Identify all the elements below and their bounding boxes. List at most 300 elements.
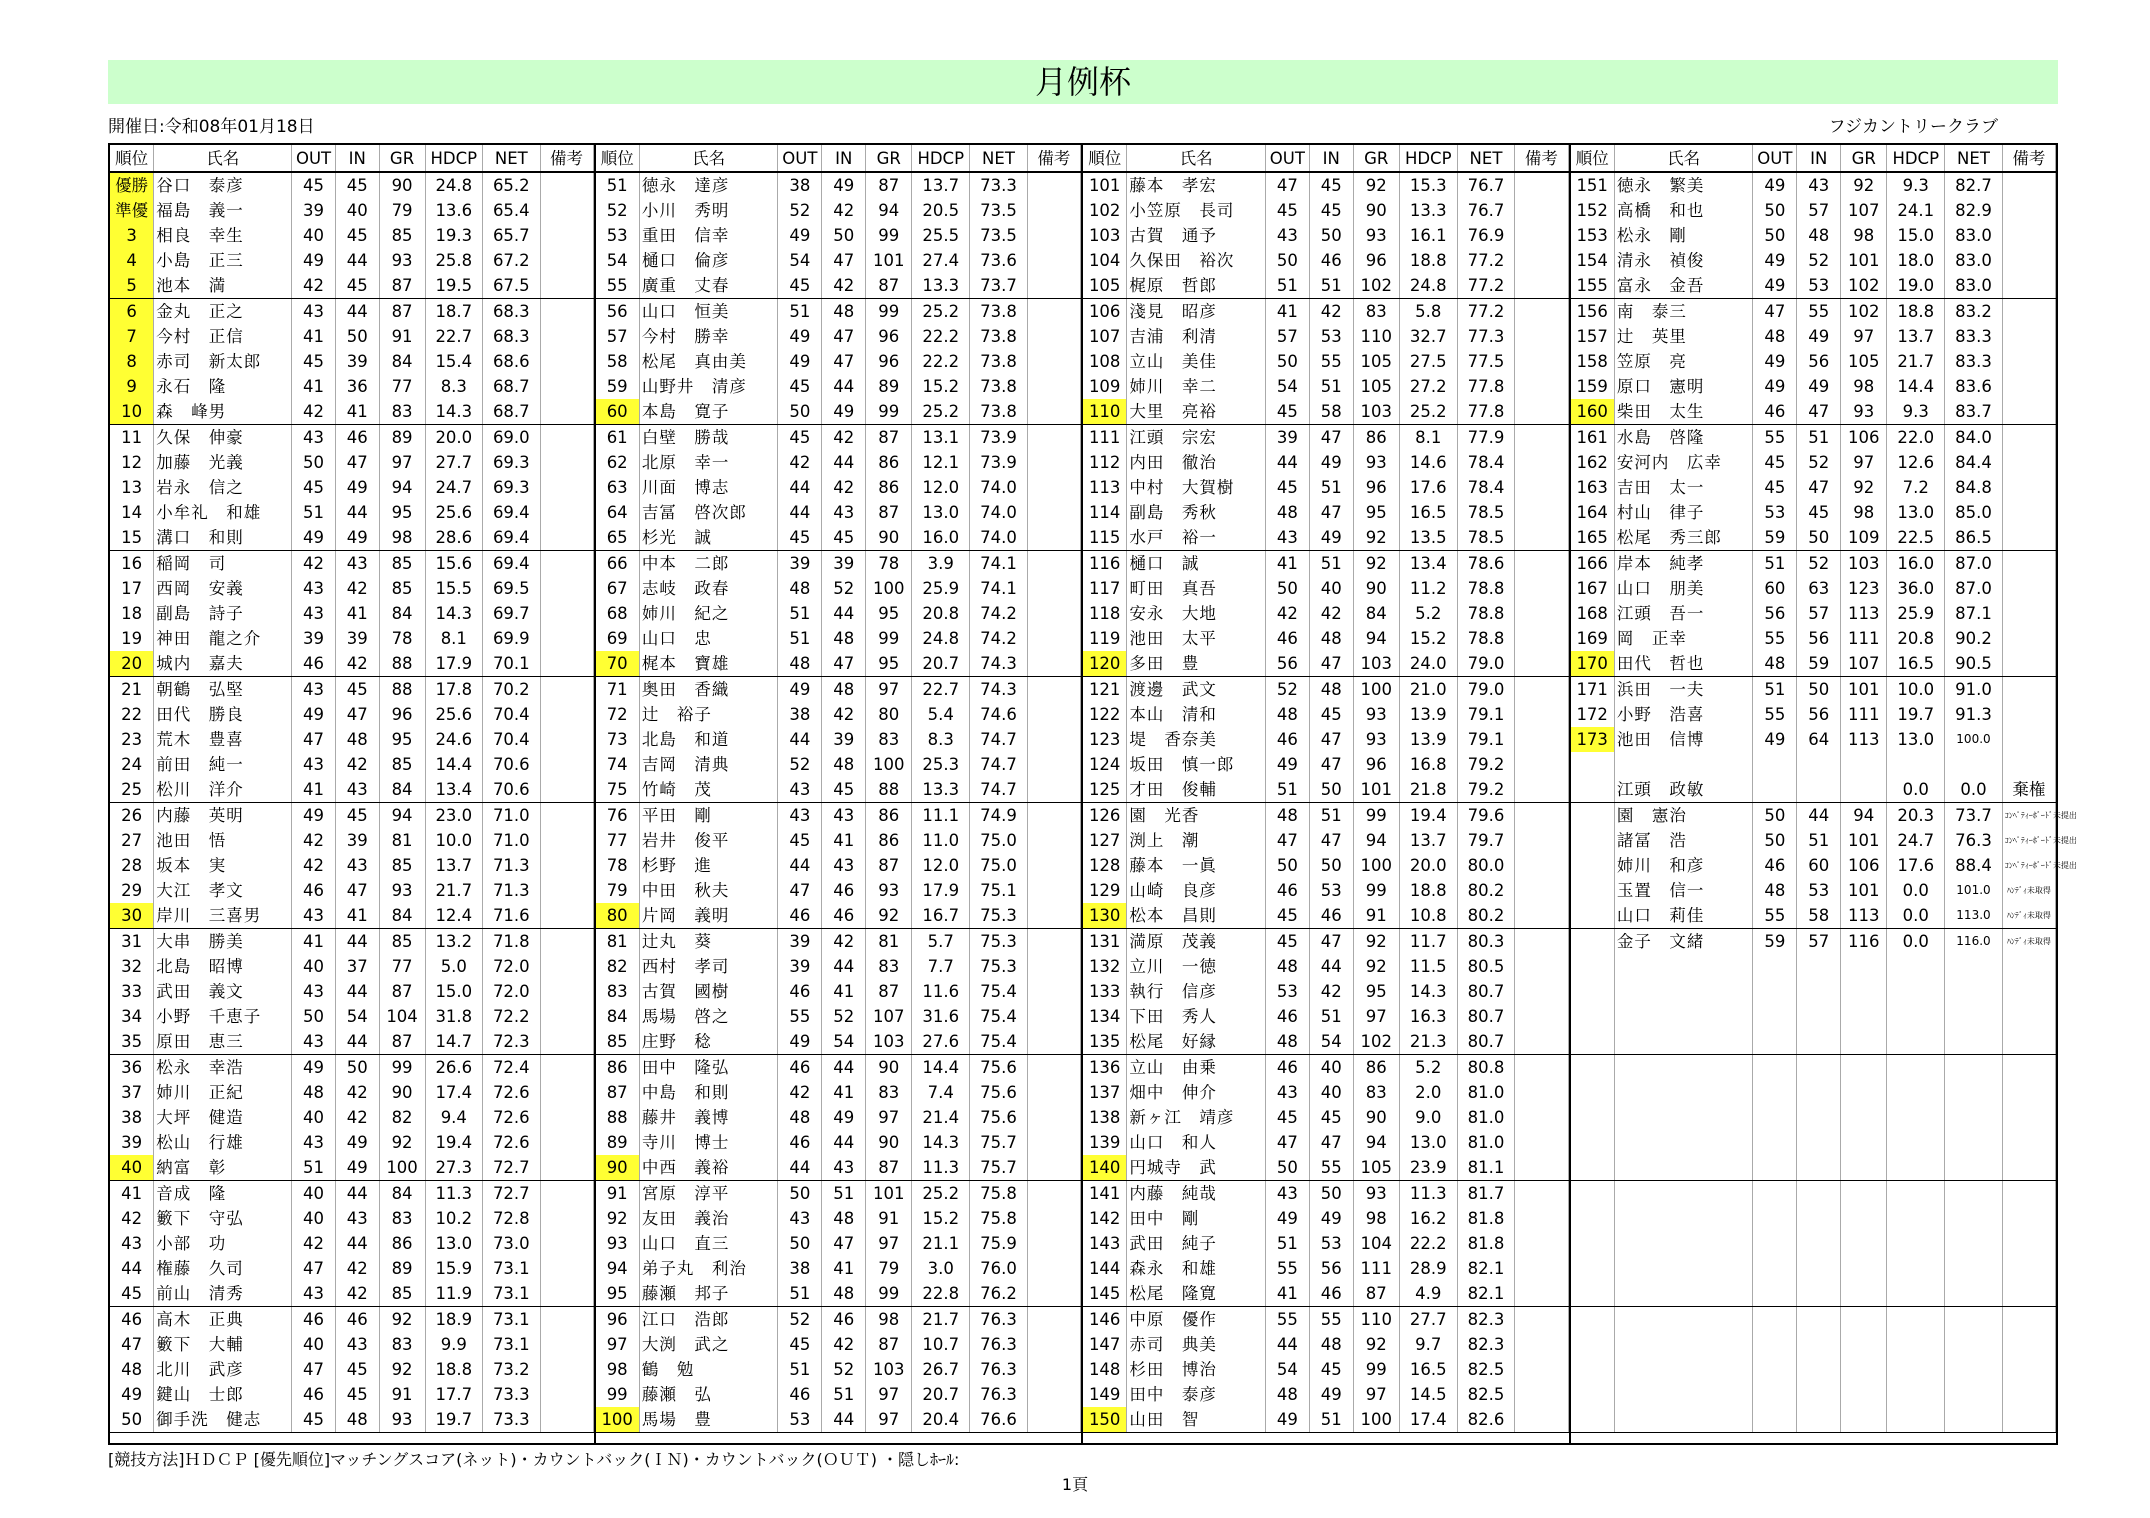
net-cell: 81.8 — [1457, 1231, 1515, 1256]
hdcp-cell: 19.3 — [425, 223, 483, 248]
note-cell — [1027, 1206, 1080, 1231]
table-row — [1083, 677, 1568, 703]
out-cell: 47 — [1753, 299, 1797, 325]
out-cell: 56 — [1265, 651, 1309, 677]
out-cell: 50 — [778, 1231, 822, 1256]
out-cell: 44 — [778, 853, 822, 878]
table-row — [110, 273, 593, 299]
in-cell: 45 — [335, 1357, 379, 1382]
name-cell: 鍵山 士郎 — [154, 1382, 292, 1407]
in-cell: 52 — [1797, 248, 1841, 273]
name-cell: 江口 浩郎 — [639, 1307, 778, 1333]
rank-cell: 39 — [110, 1130, 154, 1155]
rank-cell: 83 — [596, 979, 640, 1004]
rank-cell: 127 — [1083, 828, 1127, 853]
in-cell: 39 — [335, 828, 379, 853]
hdcp-cell: 13.7 — [912, 172, 970, 198]
note-cell — [1027, 273, 1080, 299]
hdcp-cell: 19.5 — [425, 273, 483, 299]
table-row — [110, 626, 593, 651]
table-row — [596, 525, 1081, 551]
net-cell: 74.7 — [970, 727, 1028, 752]
name-cell: 岩永 信之 — [154, 475, 292, 500]
in-cell: 46 — [1309, 903, 1353, 929]
empty-cell — [1753, 954, 1797, 979]
in-cell: 47 — [822, 349, 866, 374]
empty-cell — [1841, 1130, 1887, 1155]
gross-cell: 88 — [866, 777, 912, 803]
out-cell: 49 — [1753, 374, 1797, 399]
rank-cell: 105 — [1083, 273, 1127, 299]
name-cell: 加藤 光義 — [154, 450, 292, 475]
in-cell: 51 — [1309, 803, 1353, 829]
gross-cell: 106 — [1841, 425, 1887, 451]
empty-cell — [1841, 1105, 1887, 1130]
rank-cell — [1571, 929, 1615, 955]
rank-cell: 153 — [1571, 223, 1615, 248]
net-cell: 91.0 — [1945, 677, 2003, 703]
rank-cell: 11 — [110, 425, 154, 451]
net-cell: 70.6 — [483, 752, 541, 777]
hdcp-cell: 19.7 — [1887, 702, 1945, 727]
gross-cell: 87 — [866, 1332, 912, 1357]
hdcp-cell: 7.7 — [912, 954, 970, 979]
gross-cell: 96 — [379, 702, 425, 727]
table-row — [596, 677, 1081, 703]
empty-cell — [1571, 1307, 1615, 1333]
net-cell: 79.2 — [1457, 777, 1515, 803]
empty-cell — [1797, 1231, 1841, 1256]
note-cell — [1515, 777, 1568, 803]
empty-cell — [1945, 954, 2003, 979]
gross-cell: 95 — [1353, 979, 1399, 1004]
out-cell: 49 — [778, 1029, 822, 1055]
in-cell: 47 — [335, 450, 379, 475]
gross-cell: 96 — [1353, 752, 1399, 777]
gross-cell: 102 — [1841, 273, 1887, 299]
in-cell: 57 — [1797, 198, 1841, 223]
hdcp-cell: 14.3 — [912, 1130, 970, 1155]
hdcp-cell: 14.4 — [425, 752, 483, 777]
note-cell — [1515, 1407, 1568, 1433]
gross-cell: 90 — [866, 1130, 912, 1155]
rank-cell: 26 — [110, 803, 154, 829]
gross-cell: 92 — [1353, 172, 1399, 198]
note-cell — [540, 1080, 593, 1105]
gross-cell: 93 — [1353, 223, 1399, 248]
note-cell — [1515, 803, 1568, 829]
in-cell: 42 — [335, 576, 379, 601]
in-cell: 40 — [1309, 1080, 1353, 1105]
note-cell — [2002, 752, 2055, 777]
net-cell: 74.0 — [970, 500, 1028, 525]
gross-cell: 90 — [866, 1055, 912, 1081]
hdcp-cell: 7.4 — [912, 1080, 970, 1105]
name-cell: 森 峰男 — [154, 399, 292, 425]
table-row — [110, 1181, 593, 1207]
out-cell: 44 — [1265, 1332, 1309, 1357]
column-header: OUT — [1265, 145, 1309, 172]
empty-cell — [1614, 1080, 1753, 1105]
in-cell: 43 — [822, 853, 866, 878]
gross-cell: 79 — [379, 198, 425, 223]
hdcp-cell: 16.5 — [1887, 651, 1945, 677]
gross-cell: 86 — [866, 828, 912, 853]
rank-cell: 66 — [596, 551, 640, 577]
note-cell — [1027, 601, 1080, 626]
hdcp-cell: 15.6 — [425, 551, 483, 577]
note-cell — [1027, 1080, 1080, 1105]
table-row — [596, 273, 1081, 299]
out-cell: 40 — [292, 954, 336, 979]
table-row — [110, 828, 593, 853]
table-row — [596, 1281, 1081, 1307]
out-cell: 55 — [1265, 1256, 1309, 1281]
column-header: HDCP — [1399, 145, 1457, 172]
empty-cell — [1753, 1206, 1797, 1231]
table-row — [1083, 954, 1568, 979]
out-cell: 53 — [778, 1407, 822, 1433]
name-cell: 荒木 豊喜 — [154, 727, 292, 752]
net-cell: 75.3 — [970, 903, 1028, 929]
empty-cell — [2002, 1105, 2055, 1130]
table-row — [1571, 1407, 2056, 1433]
gross-cell: 84 — [379, 903, 425, 929]
rank-cell: 24 — [110, 752, 154, 777]
hdcp-cell: 13.7 — [1887, 324, 1945, 349]
empty-cell — [1571, 1055, 1615, 1081]
gross-cell: 94 — [1353, 1130, 1399, 1155]
hdcp-cell: 14.3 — [425, 601, 483, 626]
table-row — [1083, 1004, 1568, 1029]
name-cell: 田中 泰彦 — [1127, 1382, 1266, 1407]
gross-cell: 98 — [1841, 223, 1887, 248]
name-cell: 江頭 政敏 — [1614, 777, 1753, 803]
note-cell — [1515, 828, 1568, 853]
in-cell: 44 — [335, 979, 379, 1004]
rank-cell — [1571, 878, 1615, 903]
in-cell: 55 — [1309, 349, 1353, 374]
hdcp-cell: 13.9 — [1399, 727, 1457, 752]
name-cell: 畑中 伸介 — [1127, 1080, 1266, 1105]
note-cell — [2002, 576, 2055, 601]
out-cell: 43 — [1265, 223, 1309, 248]
note-cell — [540, 777, 593, 803]
in-cell: 47 — [1309, 727, 1353, 752]
table-row — [1571, 299, 2056, 325]
net-cell: 81.8 — [1457, 1206, 1515, 1231]
net-cell: 72.7 — [483, 1181, 541, 1207]
out-cell: 45 — [1265, 198, 1309, 223]
out-cell: 43 — [292, 979, 336, 1004]
empty-cell — [2002, 979, 2055, 1004]
empty-cell — [2002, 1407, 2055, 1433]
note-cell — [540, 601, 593, 626]
in-cell: 47 — [1309, 500, 1353, 525]
gross-cell: 86 — [1353, 1055, 1399, 1081]
name-cell: 岸川 三喜男 — [154, 903, 292, 929]
net-cell: 73.0 — [483, 1231, 541, 1256]
note-cell — [1027, 651, 1080, 677]
in-cell: 51 — [1797, 425, 1841, 451]
column-header: OUT — [292, 145, 336, 172]
out-cell: 46 — [778, 903, 822, 929]
table-row — [1083, 853, 1568, 878]
column-header: GR — [1841, 145, 1887, 172]
in-cell: 50 — [1309, 853, 1353, 878]
in-cell: 44 — [822, 954, 866, 979]
table-row — [596, 626, 1081, 651]
in-cell: 47 — [335, 878, 379, 903]
gross-cell: 95 — [1353, 500, 1399, 525]
gross-cell: 83 — [866, 727, 912, 752]
gross-cell: 98 — [1353, 1206, 1399, 1231]
out-cell: 42 — [1265, 601, 1309, 626]
net-cell: 75.1 — [970, 878, 1028, 903]
out-cell: 40 — [292, 1105, 336, 1130]
in-cell: 52 — [822, 1357, 866, 1382]
in-cell: 48 — [822, 752, 866, 777]
net-cell: 84.8 — [1945, 475, 2003, 500]
net-cell: 73.1 — [483, 1281, 541, 1307]
hdcp-cell: 20.8 — [912, 601, 970, 626]
net-cell: 76.3 — [970, 1357, 1028, 1382]
note-cell — [540, 299, 593, 325]
rank-cell: 22 — [110, 702, 154, 727]
rank-cell: 148 — [1083, 1357, 1127, 1382]
out-cell: 46 — [1265, 1055, 1309, 1081]
table-row — [1083, 1080, 1568, 1105]
rank-cell: 54 — [596, 248, 640, 273]
note-cell — [1515, 475, 1568, 500]
table-row — [596, 374, 1081, 399]
out-cell: 46 — [292, 878, 336, 903]
note-cell — [1027, 576, 1080, 601]
out-cell: 43 — [292, 1029, 336, 1055]
results-table-3 — [1083, 143, 1571, 1445]
hdcp-cell: 13.0 — [1887, 500, 1945, 525]
note-cell — [540, 903, 593, 929]
empty-cell — [1797, 979, 1841, 1004]
rank-cell: 58 — [596, 349, 640, 374]
hdcp-cell: 25.2 — [1399, 399, 1457, 425]
empty-cell — [1571, 1357, 1615, 1382]
gross-cell: 84 — [1353, 601, 1399, 626]
hdcp-cell: 10.2 — [425, 1206, 483, 1231]
gross-cell: 93 — [379, 248, 425, 273]
name-cell: 森永 和雄 — [1127, 1256, 1266, 1281]
hdcp-cell: 9.3 — [1887, 399, 1945, 425]
empty-cell — [1753, 1181, 1797, 1207]
gross-cell: 99 — [866, 1281, 912, 1307]
empty-cell — [1797, 1382, 1841, 1407]
table-row — [1571, 525, 2056, 551]
gross-cell: 105 — [1353, 349, 1399, 374]
table-row — [110, 1382, 593, 1407]
note-cell — [1027, 525, 1080, 551]
note-cell: ｺﾝﾍﾟﾃｨｰﾎﾞｰﾄﾞ未提出 — [2002, 853, 2055, 878]
note-cell — [540, 853, 593, 878]
out-cell: 50 — [1753, 223, 1797, 248]
name-cell: 町田 真吾 — [1127, 576, 1266, 601]
out-cell: 45 — [292, 1407, 336, 1433]
table-row — [110, 1055, 593, 1081]
hdcp-cell: 22.2 — [1399, 1231, 1457, 1256]
gross-cell: 113 — [1841, 727, 1887, 752]
empty-cell — [2002, 1332, 2055, 1357]
net-cell: 75.6 — [970, 1055, 1028, 1081]
in-cell: 44 — [822, 1055, 866, 1081]
note-cell — [1027, 1281, 1080, 1307]
out-cell: 45 — [1265, 903, 1309, 929]
table-row — [1571, 324, 2056, 349]
name-cell: 小笠原 長司 — [1127, 198, 1266, 223]
name-cell: 中原 優作 — [1127, 1307, 1266, 1333]
gross-cell: 104 — [379, 1004, 425, 1029]
column-header: HDCP — [425, 145, 483, 172]
table-row — [1083, 1256, 1568, 1281]
table-row — [596, 223, 1081, 248]
hdcp-cell: 15.0 — [425, 979, 483, 1004]
page-title: 月例杯 — [108, 60, 2058, 104]
in-cell: 48 — [822, 677, 866, 703]
empty-cell — [2002, 1130, 2055, 1155]
name-cell: 前田 純一 — [154, 752, 292, 777]
hdcp-cell: 11.0 — [912, 828, 970, 853]
hdcp-cell: 25.2 — [912, 1181, 970, 1207]
hdcp-cell: 20.3 — [1887, 803, 1945, 829]
rank-cell: 4 — [110, 248, 154, 273]
note-cell — [1515, 929, 1568, 955]
name-cell: 松本 昌則 — [1127, 903, 1266, 929]
note-cell — [2002, 727, 2055, 752]
name-cell: 池田 太平 — [1127, 626, 1266, 651]
hdcp-cell: 13.2 — [425, 929, 483, 955]
in-cell: 51 — [822, 1181, 866, 1207]
gross-cell: 93 — [1353, 727, 1399, 752]
rank-cell: 3 — [110, 223, 154, 248]
empty-cell — [1797, 1105, 1841, 1130]
column-header: IN — [1797, 145, 1841, 172]
net-cell: 73.8 — [970, 299, 1028, 325]
gross-cell: 90 — [1353, 198, 1399, 223]
net-cell: 75.4 — [970, 1029, 1028, 1055]
hdcp-cell: 14.7 — [425, 1029, 483, 1055]
table-row — [110, 1357, 593, 1382]
empty-cell — [1797, 1332, 1841, 1357]
name-cell: 本島 寛子 — [639, 399, 778, 425]
table-row — [1571, 1029, 2056, 1055]
rank-cell: 131 — [1083, 929, 1127, 955]
column-header: 順位 — [1083, 145, 1127, 172]
hdcp-cell: 4.9 — [1399, 1281, 1457, 1307]
empty-cell — [2002, 1181, 2055, 1207]
net-cell: 81.7 — [1457, 1181, 1515, 1207]
empty-cell — [2002, 1382, 2055, 1407]
gross-cell: 99 — [866, 399, 912, 425]
rank-cell: 121 — [1083, 677, 1127, 703]
name-cell: 永石 隆 — [154, 374, 292, 399]
in-cell: 51 — [1309, 374, 1353, 399]
table-row — [596, 576, 1081, 601]
empty-cell — [1753, 979, 1797, 1004]
column-header: 備考 — [1515, 145, 1568, 172]
gross-cell: 82 — [379, 1105, 425, 1130]
rank-cell: 140 — [1083, 1155, 1127, 1181]
net-cell: 65.4 — [483, 198, 541, 223]
gross-cell: 92 — [1353, 1332, 1399, 1357]
rank-cell: 78 — [596, 853, 640, 878]
in-cell: 56 — [1797, 626, 1841, 651]
empty-cell — [1571, 1004, 1615, 1029]
out-cell: 42 — [292, 828, 336, 853]
in-cell: 54 — [822, 1029, 866, 1055]
in-cell: 50 — [1797, 525, 1841, 551]
in-cell: 43 — [335, 1206, 379, 1231]
in-cell: 41 — [335, 601, 379, 626]
hdcp-cell: 18.9 — [425, 1307, 483, 1333]
empty-cell — [1841, 1055, 1887, 1081]
hdcp-cell: 12.0 — [912, 475, 970, 500]
in-cell: 45 — [1309, 172, 1353, 198]
rank-cell: 136 — [1083, 1055, 1127, 1081]
empty-cell — [1887, 954, 1945, 979]
rank-cell: 142 — [1083, 1206, 1127, 1231]
table-row — [596, 979, 1081, 1004]
out-cell: 38 — [778, 702, 822, 727]
table-row — [1571, 954, 2056, 979]
hdcp-cell: 27.5 — [1399, 349, 1457, 374]
net-cell: 82.1 — [1457, 1281, 1515, 1307]
gross-cell: 101 — [1841, 878, 1887, 903]
gross-cell: 102 — [1353, 273, 1399, 299]
table-row — [1571, 1080, 2056, 1105]
gross-cell: 113 — [1841, 601, 1887, 626]
out-cell: 55 — [1753, 702, 1797, 727]
in-cell: 45 — [335, 803, 379, 829]
in-cell: 44 — [335, 1231, 379, 1256]
hdcp-cell: 28.6 — [425, 525, 483, 551]
gross-cell: 87 — [379, 273, 425, 299]
hdcp-cell: 13.4 — [425, 777, 483, 803]
name-cell: 廣重 丈春 — [639, 273, 778, 299]
empty-cell — [1797, 1004, 1841, 1029]
gross-cell: 100 — [379, 1155, 425, 1181]
name-cell: 立山 由乗 — [1127, 1055, 1266, 1081]
empty-cell — [1797, 1029, 1841, 1055]
name-cell: 原口 憲明 — [1614, 374, 1753, 399]
gross-cell: 100 — [866, 576, 912, 601]
note-cell — [540, 878, 593, 903]
net-cell: 78.8 — [1457, 626, 1515, 651]
page-number: 1頁 — [1061, 1475, 1089, 1494]
table-row — [1083, 1181, 1568, 1207]
note-cell — [540, 1256, 593, 1281]
gross-cell: 94 — [1353, 626, 1399, 651]
in-cell: 41 — [822, 1080, 866, 1105]
in-cell: 46 — [822, 1307, 866, 1333]
out-cell: 50 — [778, 399, 822, 425]
rank-cell: 69 — [596, 626, 640, 651]
note-cell — [1515, 1307, 1568, 1333]
table-row — [110, 929, 593, 955]
rank-cell: 125 — [1083, 777, 1127, 803]
net-cell: 77.2 — [1457, 299, 1515, 325]
name-cell: 内藤 純哉 — [1127, 1181, 1266, 1207]
hdcp-cell: 13.3 — [1399, 198, 1457, 223]
name-cell: 赤司 典美 — [1127, 1332, 1266, 1357]
name-cell: 渕上 潮 — [1127, 828, 1266, 853]
